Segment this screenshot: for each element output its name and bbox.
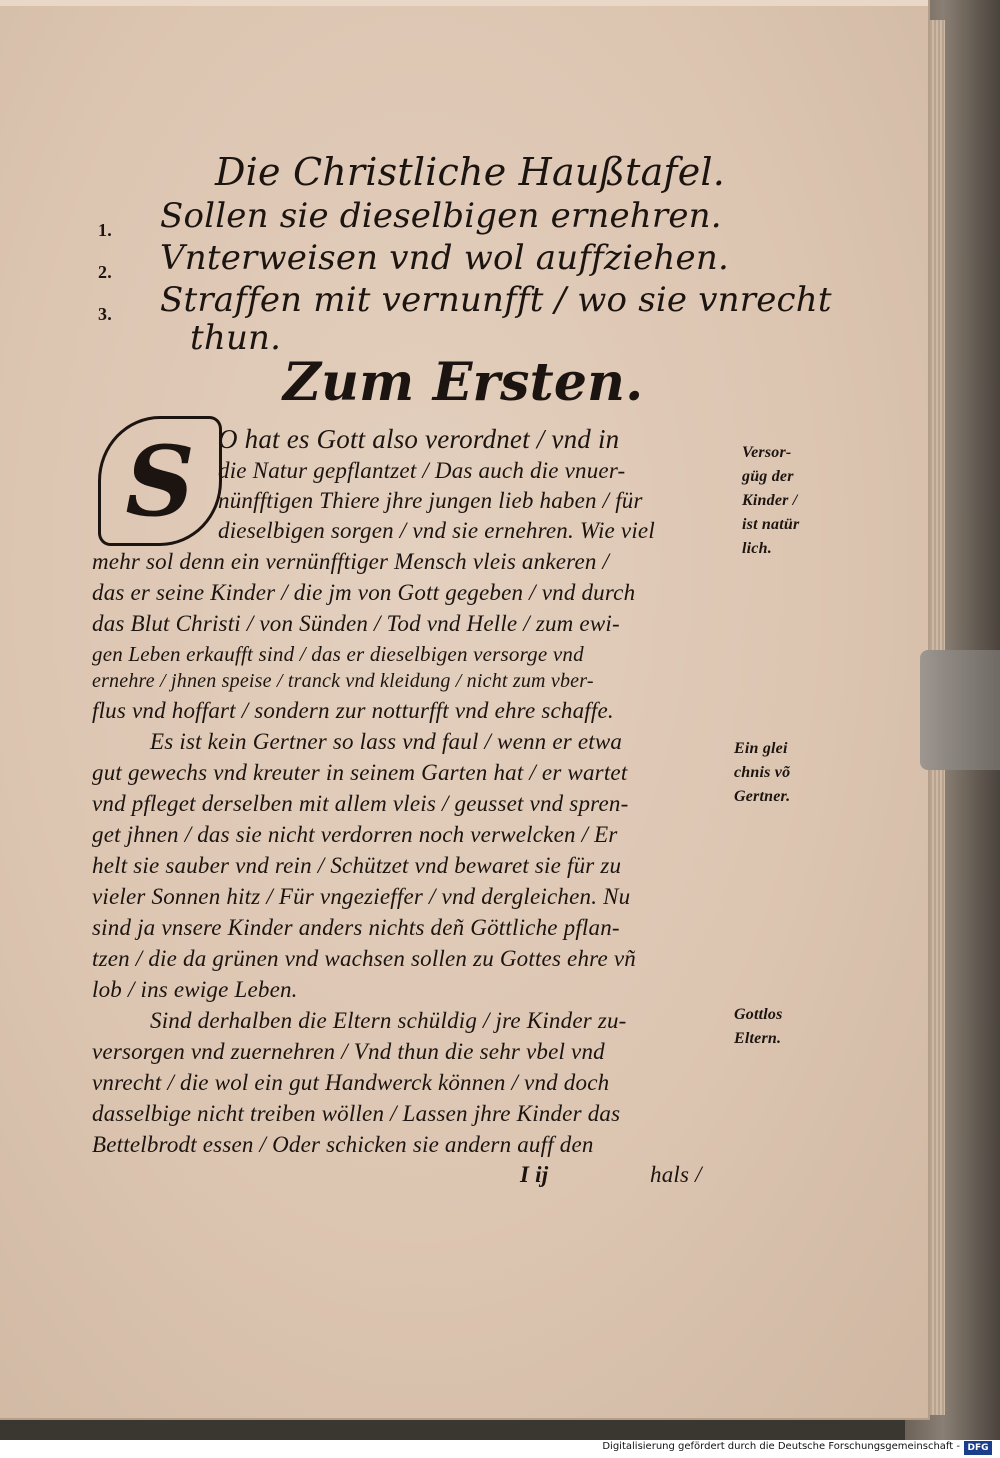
running-title: Die Christliche Haußtafel. [215, 150, 726, 194]
text-line: vieler Sonnen hitz / Für vngezieffer / vnd dergleichen. Nu [92, 884, 631, 909]
marginal-note: chnis võ [734, 764, 791, 781]
text-line: vnrecht / die wol ein gut Handwerck können / vnd doch [92, 1070, 610, 1095]
marginal-note: Kinder / [742, 492, 798, 509]
text-line: O hat es Gott also verordnet / vnd in [218, 424, 620, 454]
text-line: mehr sol denn ein vernünfftiger Mensch vleis ankeren / [92, 549, 610, 574]
list-item: Straffen mit vernunfft / wo sie vnrecht [160, 280, 832, 320]
marginal-note: lich. [742, 540, 772, 557]
marginal-note: ist natür [742, 516, 800, 533]
text-line: flus vnd hoffart / sondern zur notturfft vnd ehre schaffe. [92, 698, 614, 723]
marginal-note: Gertner. [734, 788, 791, 805]
text-line: nünfftigen Thiere jhre jungen lieb haben / für [218, 488, 643, 513]
text-line: versorgen vnd zuernehren / Vnd thun die sehr vbel vnd [92, 1039, 605, 1064]
list-number: 3. [98, 304, 112, 324]
list-item: Sollen sie dieselbigen ernehren. [160, 196, 722, 236]
text-line: helt sie sauber vnd rein / Schützet vnd bewaret sie für zu [92, 853, 622, 878]
text-line: das Blut Christi / von Sünden / Tod vnd Helle / zum ewi- [92, 611, 620, 636]
text-line: dieselbigen sorgen / vnd sie ernehren. Wie viel [218, 518, 655, 543]
text-line: dasselbige nicht treiben wöllen / Lassen jhre Kinder das [92, 1101, 621, 1126]
text-line: Es ist kein Gertner so lass vnd faul / wenn er etwa [150, 729, 623, 754]
page-tab-marker [920, 650, 1000, 770]
marginal-note: güg der [742, 468, 794, 485]
drop-initial: S [98, 416, 222, 546]
marginal-note: Versor- [742, 444, 792, 461]
marginal-note: Gottlos [734, 1006, 783, 1023]
text-line: die Natur gepflantzet / Das auch die vnuer- [218, 458, 626, 483]
text-line: gut gewechs vnd kreuter in seinem Garten hat / er wartet [92, 760, 628, 785]
text-line: gen Leben erkaufft sind / das er dieselbigen versorge vnd [92, 642, 584, 666]
text-line: das er seine Kinder / die jm von Gott gegeben / vnd durch [92, 580, 636, 605]
catchword: hals / [650, 1162, 702, 1187]
marginal-note: Ein glei [734, 740, 788, 757]
list-number: 1. [98, 220, 112, 240]
footer-credit: Digitalisierung gefördert durch die Deutsche Forschungsgemeinschaft - [602, 1441, 960, 1452]
text-line: tzen / die da grünen vnd wachsen sollen zu Gottes ehre vñ [92, 946, 636, 971]
page-top-edge [0, 0, 928, 6]
text-line: get jhnen / das sie nicht verdorren noch verwelcken / Er [92, 822, 618, 847]
list-item: Vnterweisen vnd wol auffziehen. [160, 238, 729, 278]
text-line: sind ja vnsere Kinder anders nichts deñ Göttliche pflan- [92, 915, 620, 940]
list-item: thun. [190, 318, 282, 358]
text-line: lob / ins ewige Leben. [92, 977, 298, 1002]
marginal-note: Eltern. [734, 1030, 782, 1047]
list-number: 2. [98, 262, 112, 282]
signature-mark: I ij [520, 1162, 549, 1187]
text-line: ernehre / jhnen speise / tranck vnd kleidung / nicht zum vber- [92, 670, 594, 692]
text-line: vnd pfleget derselben mit allem vleis / geusset vnd spren- [92, 791, 629, 816]
text-line: Bettelbrodt essen / Oder schicken sie andern auff den [92, 1132, 594, 1157]
text-line: Sind derhalben die Eltern schüldig / jre Kinder zu- [150, 1008, 627, 1033]
dfg-logo-icon: DFG [964, 1441, 992, 1455]
section-heading: Zum Ersten. [283, 352, 644, 413]
